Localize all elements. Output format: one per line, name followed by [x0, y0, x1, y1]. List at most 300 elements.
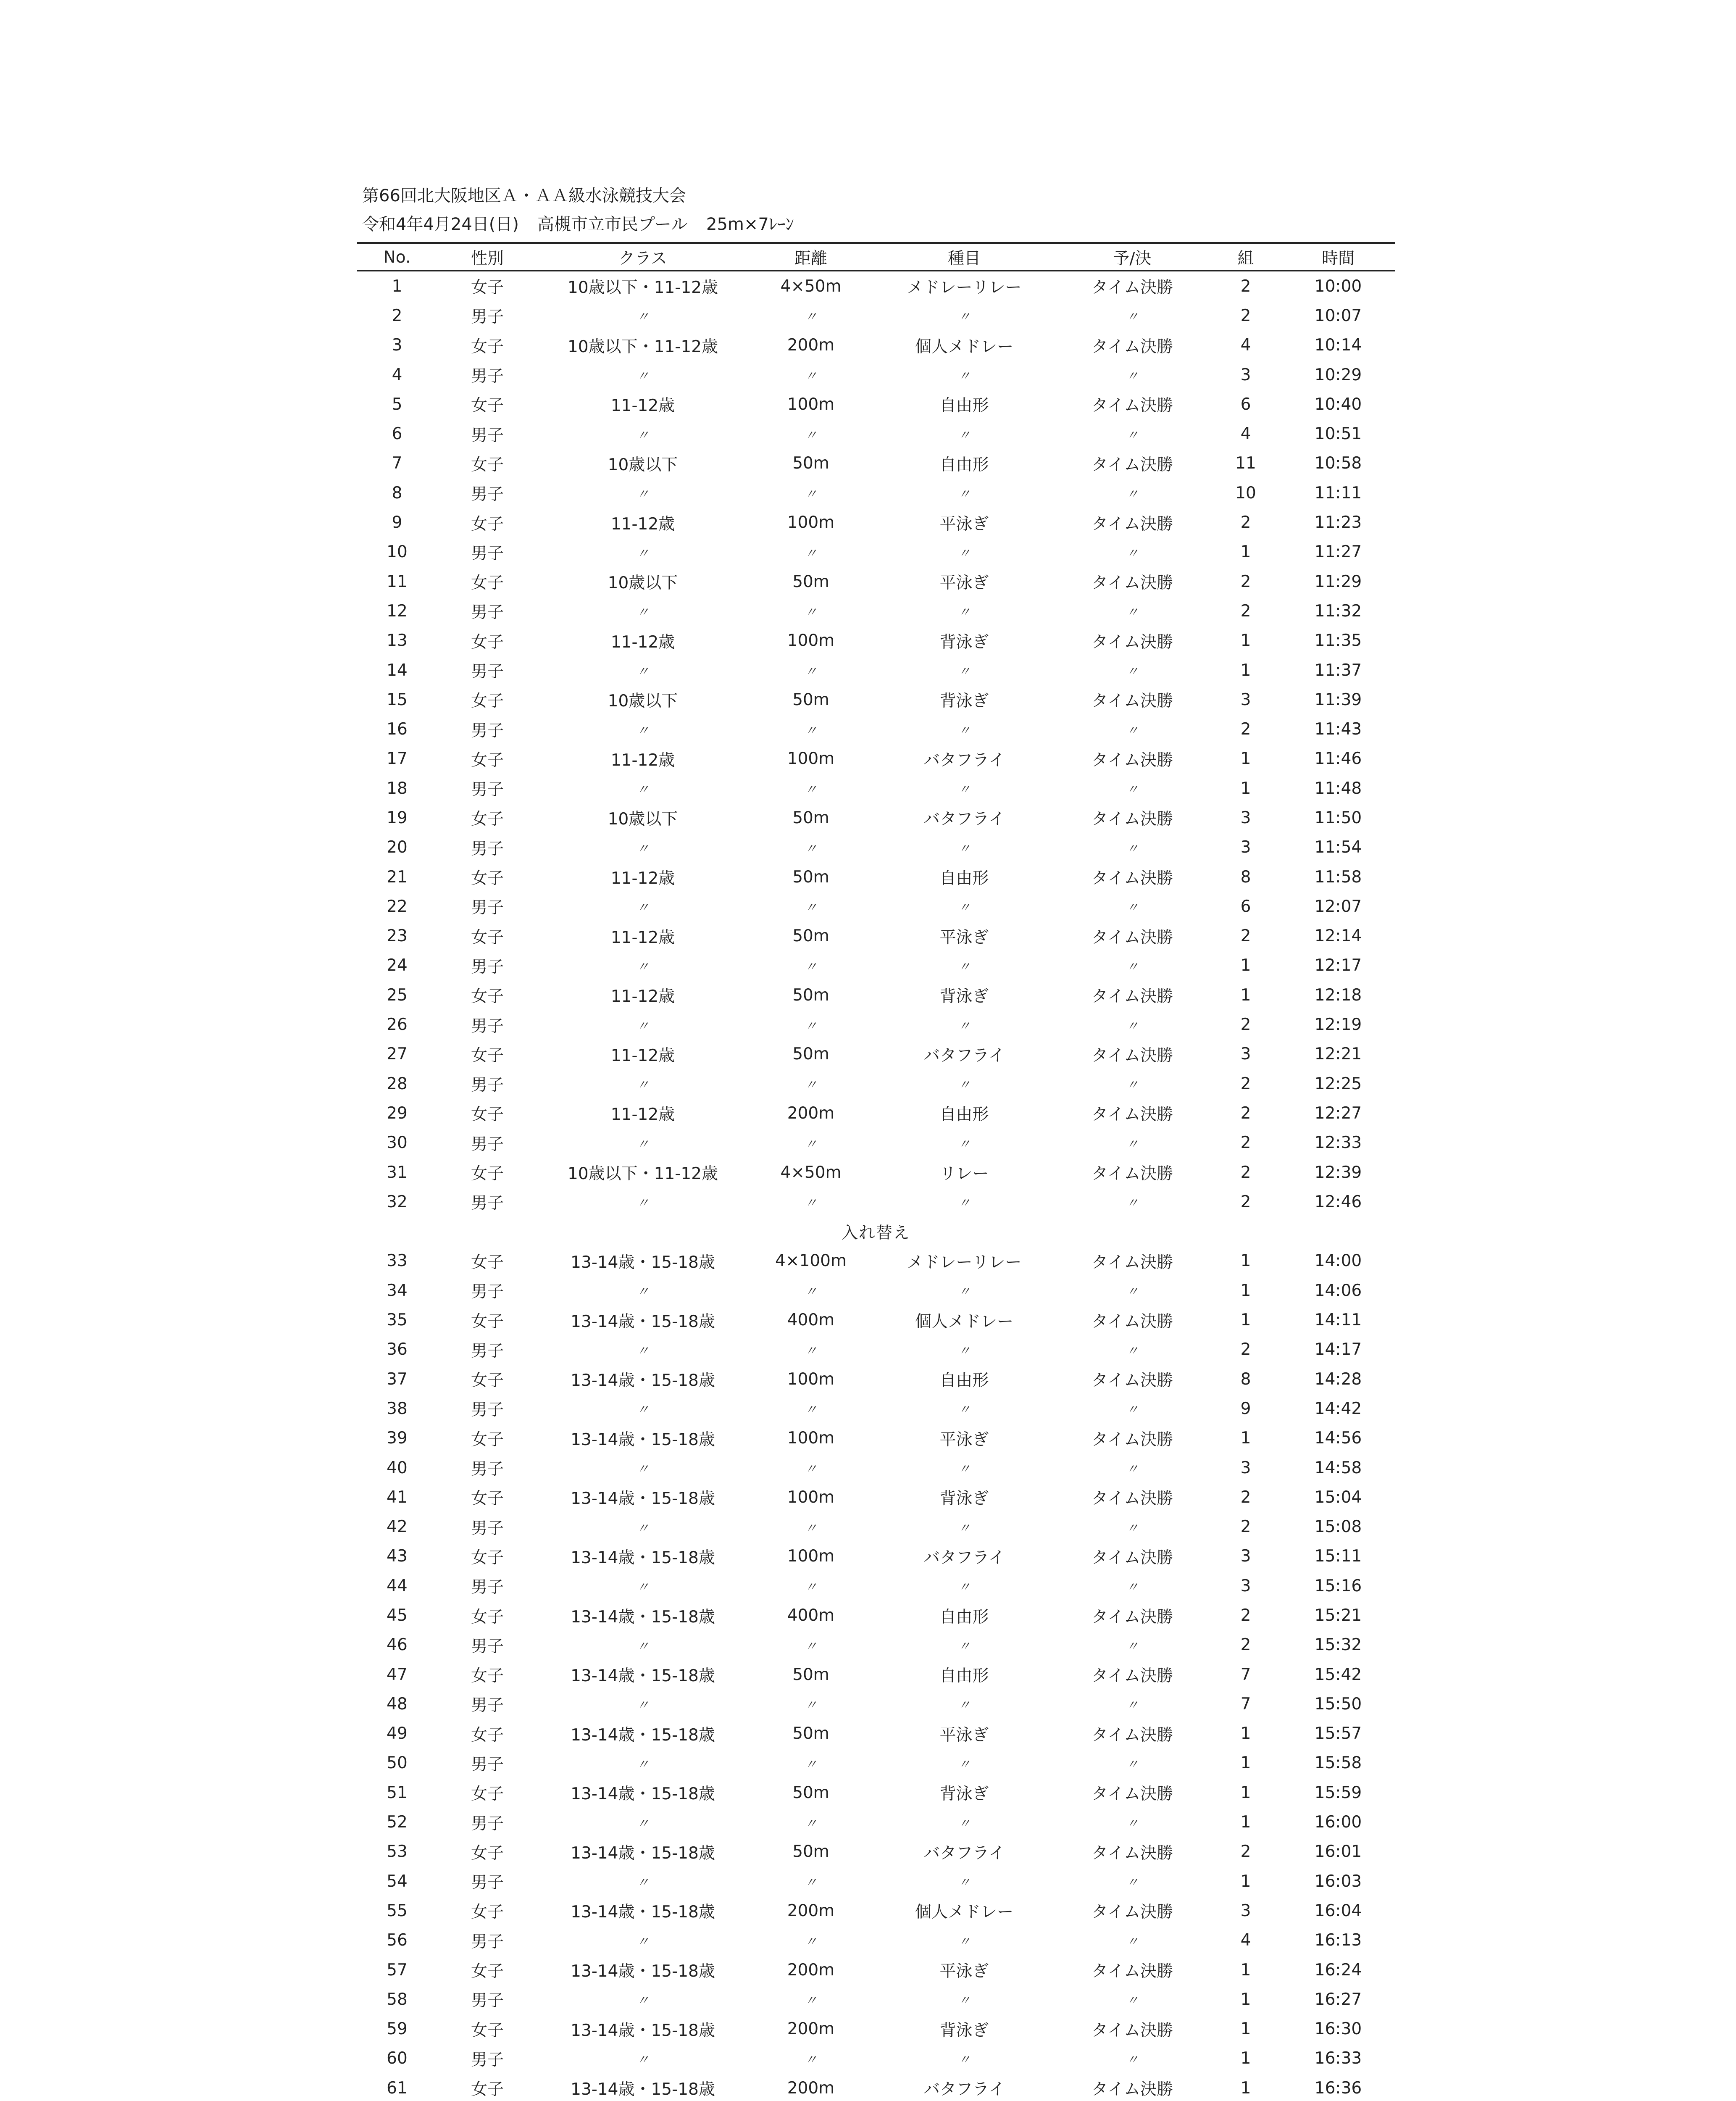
- cell-class: 13-14歳・15-18歳: [571, 1903, 715, 1922]
- cell-class: 〃: [637, 1521, 649, 1536]
- cell-event: 個人メドレー: [915, 337, 1013, 356]
- cell-heats: 3: [1240, 1458, 1251, 1477]
- cell-sex: 女子: [471, 1371, 504, 1390]
- cell-class: 10歳以下・11-12歳: [568, 278, 718, 298]
- cell-event: 自由形: [939, 396, 989, 416]
- cell-distance: 〃: [805, 1934, 817, 1949]
- cell-class: 〃: [637, 1875, 649, 1890]
- cell-class: 〃: [637, 428, 649, 443]
- cell-class: 〃: [637, 723, 649, 738]
- cell-class: 13-14歳・15-18歳: [571, 1253, 715, 1272]
- cell-event: 背泳ぎ: [939, 1785, 989, 1804]
- cell-no: 47: [387, 1665, 408, 1684]
- cell-no: 25: [387, 985, 408, 1005]
- cell-round: 〃: [1126, 428, 1139, 443]
- cell-no: 12: [387, 601, 408, 621]
- cell-heats: 2: [1240, 1517, 1251, 1537]
- cell-round: 〃: [1126, 723, 1139, 738]
- cell-event: バタフライ: [923, 1046, 1005, 1065]
- cell-distance: 100m: [787, 1488, 835, 1507]
- cell-time: 10:00: [1314, 276, 1362, 296]
- cell-event: 〃: [958, 1137, 971, 1152]
- cell-sex: 女子: [471, 1164, 504, 1184]
- cell-no: 56: [387, 1931, 408, 1950]
- cell-class: 11-12歳: [610, 1105, 675, 1124]
- cell-heats: 2: [1240, 306, 1251, 325]
- cell-no: 41: [387, 1488, 408, 1507]
- cell-no: 59: [387, 2019, 408, 2039]
- table-row: [357, 2014, 1395, 2044]
- cell-heats: 6: [1240, 897, 1251, 916]
- cell-sex: 男子: [471, 1194, 504, 1213]
- event-venue: 高槻市立市民プール: [537, 215, 688, 234]
- cell-distance: 50m: [792, 1724, 829, 1743]
- cell-time: 14:58: [1314, 1458, 1362, 1477]
- cell-round: 〃: [1126, 1875, 1139, 1890]
- cell-no: 43: [387, 1547, 408, 1566]
- cell-heats: 3: [1240, 690, 1251, 709]
- table-row: [357, 1867, 1395, 1896]
- col-header-time: 時間: [1281, 243, 1395, 271]
- cell-no: 3: [392, 336, 402, 355]
- cell-sex: 女子: [471, 2021, 504, 2040]
- cell-heats: 1: [1240, 2049, 1251, 2068]
- cell-distance: 〃: [805, 900, 817, 916]
- cell-distance: 4×50m: [780, 1163, 842, 1182]
- cell-sex: 男子: [471, 1135, 504, 1154]
- cell-round: タイム決勝: [1091, 1164, 1173, 1184]
- cell-event: 〃: [958, 1816, 971, 1831]
- table-row: [357, 1069, 1395, 1098]
- table-row: [357, 980, 1395, 1010]
- cell-sex: 男子: [471, 1401, 504, 1420]
- cell-class: 〃: [637, 959, 649, 974]
- cell-class: 13-14歳・15-18歳: [571, 1843, 715, 1863]
- cell-heats: 6: [1240, 395, 1251, 414]
- cell-time: 12:19: [1314, 1015, 1362, 1035]
- table-row: [357, 1571, 1395, 1601]
- cell-time: 14:42: [1314, 1399, 1362, 1418]
- cell-distance: 〃: [805, 664, 817, 679]
- cell-sex: 男子: [471, 1637, 504, 1656]
- cell-no: 29: [387, 1103, 408, 1123]
- cell-class: 〃: [637, 1078, 649, 1093]
- cell-event: 〃: [958, 782, 971, 798]
- cell-time: 12:27: [1314, 1103, 1362, 1123]
- cell-heats: 9: [1240, 1399, 1251, 1418]
- cell-time: 15:21: [1314, 1606, 1362, 1625]
- col-header-distance: 距離: [748, 243, 874, 271]
- cell-event: 平泳ぎ: [939, 1725, 989, 1745]
- cell-class: 11-12歳: [610, 750, 675, 770]
- cell-event: 背泳ぎ: [939, 987, 989, 1006]
- cell-event: 〃: [958, 1521, 971, 1536]
- cell-class: 13-14歳・15-18歳: [571, 1962, 715, 1981]
- table-row: [357, 508, 1395, 537]
- table-row: [357, 1807, 1395, 1837]
- table-row: [357, 1040, 1395, 1069]
- cell-distance: 200m: [787, 1103, 835, 1123]
- cell-class: 〃: [637, 664, 649, 679]
- table-row: [357, 1482, 1395, 1512]
- table-row: [357, 1335, 1395, 1364]
- cell-heats: 1: [1240, 1311, 1251, 1330]
- table-row: [357, 1512, 1395, 1541]
- cell-heats: 1: [1240, 779, 1251, 798]
- cell-time: 12:18: [1314, 985, 1362, 1005]
- cell-time: 10:29: [1314, 365, 1362, 384]
- cell-round: タイム決勝: [1091, 1843, 1173, 1863]
- table-row: [357, 1630, 1395, 1660]
- cell-round: タイム決勝: [1091, 1903, 1173, 1922]
- cell-distance: 50m: [792, 454, 829, 473]
- schedule-body-morning: [357, 271, 1395, 1217]
- cell-class: 〃: [637, 1137, 649, 1152]
- table-row: [357, 626, 1395, 656]
- cell-event: 〃: [958, 959, 971, 974]
- cell-sex: 女子: [471, 1667, 504, 1686]
- cell-heats: 2: [1240, 1635, 1251, 1655]
- cell-distance: 50m: [792, 985, 829, 1005]
- cell-time: 14:56: [1314, 1429, 1362, 1448]
- cell-round: 〃: [1126, 1343, 1139, 1359]
- cell-sex: 男子: [471, 2050, 504, 2069]
- cell-event: 〃: [958, 841, 971, 856]
- cell-heats: 4: [1240, 1931, 1251, 1950]
- cell-no: 17: [387, 749, 408, 769]
- cell-distance: 400m: [787, 1606, 835, 1625]
- table-row: [357, 1542, 1395, 1571]
- cell-class: 〃: [637, 1816, 649, 1831]
- cell-no: 61: [387, 2078, 408, 2098]
- cell-round: 〃: [1126, 1934, 1139, 1949]
- table-row: [357, 331, 1395, 360]
- cell-no: 37: [387, 1369, 408, 1389]
- cell-distance: 〃: [805, 605, 817, 620]
- cell-class: 10歳以下: [608, 692, 678, 711]
- cell-time: 12:14: [1314, 927, 1362, 946]
- cell-distance: 100m: [787, 513, 835, 532]
- cell-sex: 女子: [471, 928, 504, 947]
- cell-class: 〃: [637, 1019, 649, 1034]
- cell-heats: 2: [1240, 1074, 1251, 1093]
- cell-event: 自由形: [939, 1105, 989, 1124]
- cell-class: 10歳以下: [608, 810, 678, 829]
- cell-time: 15:08: [1314, 1517, 1362, 1537]
- cell-no: 13: [387, 631, 408, 650]
- cell-heats: 4: [1240, 336, 1251, 355]
- break-label: 入れ替え: [841, 1223, 910, 1243]
- cell-round: タイム決勝: [1091, 810, 1173, 829]
- cell-class: 〃: [637, 1993, 649, 2009]
- cell-sex: 男子: [471, 898, 504, 918]
- cell-no: 4: [392, 365, 402, 384]
- cell-round: タイム決勝: [1091, 1312, 1173, 1331]
- cell-event: 〃: [958, 546, 971, 561]
- cell-sex: 女子: [471, 632, 504, 652]
- cell-no: 51: [387, 1783, 408, 1802]
- pool-spec: 25m×7ﾚｰﾝ: [706, 215, 794, 234]
- cell-event: 〃: [958, 1875, 971, 1890]
- table-row: [357, 537, 1395, 567]
- cell-no: 7: [392, 454, 402, 473]
- cell-no: 19: [387, 808, 408, 827]
- cell-event: 〃: [958, 369, 971, 384]
- cell-sex: 男子: [471, 1076, 504, 1095]
- cell-distance: 50m: [792, 572, 829, 591]
- cell-heats: 10: [1235, 483, 1256, 503]
- cell-time: 10:07: [1314, 306, 1362, 325]
- cell-heats: 1: [1240, 1813, 1251, 1832]
- table-row: [357, 892, 1395, 921]
- cell-event: 自由形: [939, 455, 989, 474]
- cell-class: 〃: [637, 605, 649, 620]
- cell-time: 10:40: [1314, 395, 1362, 414]
- col-header-event: 種目: [874, 243, 1055, 271]
- cell-event: 〃: [958, 2052, 971, 2067]
- cell-no: 48: [387, 1694, 408, 1714]
- cell-sex: 男子: [471, 1696, 504, 1715]
- table-row: [357, 567, 1395, 596]
- cell-event: 自由形: [939, 869, 989, 888]
- table-row: [357, 714, 1395, 744]
- cell-round: タイム決勝: [1091, 2021, 1173, 2040]
- cell-time: 11:58: [1314, 867, 1362, 887]
- cell-distance: 〃: [805, 1019, 817, 1034]
- cell-sex: 女子: [471, 2080, 504, 2099]
- cell-event: 平泳ぎ: [939, 1430, 989, 1449]
- cell-class: 11-12歳: [610, 1046, 675, 1065]
- cell-heats: 2: [1240, 720, 1251, 739]
- cell-round: 〃: [1126, 310, 1139, 325]
- cell-no: 30: [387, 1133, 408, 1153]
- cell-sex: 男子: [471, 603, 504, 622]
- cell-time: 11:54: [1314, 838, 1362, 857]
- cell-event: 背泳ぎ: [939, 632, 989, 652]
- cell-event: 〃: [958, 1285, 971, 1300]
- cell-round: タイム決勝: [1091, 1371, 1173, 1390]
- cell-event: 〃: [958, 1462, 971, 1477]
- cell-heats: 2: [1240, 601, 1251, 621]
- cell-event: 個人メドレー: [915, 1903, 1013, 1922]
- cell-class: 13-14歳・15-18歳: [571, 1607, 715, 1627]
- cell-distance: 〃: [805, 1521, 817, 1536]
- table-row: [357, 419, 1395, 448]
- col-header-no: No.: [357, 243, 437, 271]
- cell-distance: 〃: [805, 310, 817, 325]
- cell-time: 15:42: [1314, 1665, 1362, 1684]
- cell-class: 〃: [637, 1462, 649, 1477]
- cell-sex: 男子: [471, 367, 504, 386]
- cell-sex: 男子: [471, 308, 504, 327]
- table-row: [357, 1689, 1395, 1719]
- cell-no: 6: [392, 424, 402, 444]
- cell-no: 28: [387, 1074, 408, 1093]
- cell-no: 14: [387, 661, 408, 680]
- table-row: [357, 1158, 1395, 1187]
- cell-distance: 200m: [787, 1901, 835, 1920]
- cell-class: 11-12歳: [610, 632, 675, 652]
- cell-time: 11:32: [1314, 601, 1362, 621]
- cell-heats: 1: [1240, 1960, 1251, 1980]
- cell-distance: 〃: [805, 1698, 817, 1713]
- cell-distance: 〃: [805, 1639, 817, 1654]
- cell-sex: 女子: [471, 278, 504, 298]
- cell-class: 10歳以下: [608, 455, 678, 474]
- cell-event: 〃: [958, 1580, 971, 1595]
- cell-sex: 男子: [471, 426, 504, 445]
- schedule-table: [357, 242, 1395, 2101]
- col-header-class: クラス: [538, 243, 748, 271]
- cell-time: 15:50: [1314, 1694, 1362, 1714]
- cell-heats: 2: [1240, 572, 1251, 591]
- cell-round: 〃: [1126, 1816, 1139, 1831]
- cell-time: 16:01: [1314, 1842, 1362, 1861]
- cell-class: 〃: [637, 1698, 649, 1713]
- cell-event: メドレーリレー: [907, 1253, 1022, 1272]
- table-row: [357, 1601, 1395, 1630]
- table-row: [357, 1187, 1395, 1216]
- cell-no: 10: [387, 542, 408, 562]
- cell-time: 16:24: [1314, 1960, 1362, 1980]
- table-row: [357, 1276, 1395, 1305]
- cell-class: 13-14歳・15-18歳: [571, 1312, 715, 1331]
- cell-heats: 3: [1240, 365, 1251, 384]
- cell-no: 20: [387, 838, 408, 857]
- cell-sex: 女子: [471, 1312, 504, 1331]
- cell-no: 11: [387, 572, 408, 591]
- cell-no: 52: [387, 1813, 408, 1832]
- page-title: 第66回北大阪地区Ａ・ＡＡ級水泳競技大会: [362, 186, 686, 205]
- cell-round: 〃: [1126, 1078, 1139, 1093]
- table-row: [357, 1128, 1395, 1158]
- cell-round: タイム決勝: [1091, 1253, 1173, 1272]
- cell-heats: 3: [1240, 1547, 1251, 1566]
- cell-round: タイム決勝: [1091, 1607, 1173, 1627]
- table-row: [357, 1364, 1395, 1394]
- cell-round: 〃: [1126, 959, 1139, 974]
- cell-no: 22: [387, 897, 408, 916]
- cell-class: 11-12歳: [610, 928, 675, 947]
- cell-round: 〃: [1126, 1019, 1139, 1034]
- cell-no: 27: [387, 1045, 408, 1064]
- cell-no: 9: [392, 513, 402, 532]
- cell-distance: 〃: [805, 1078, 817, 1093]
- cell-no: 60: [387, 2049, 408, 2068]
- table-row: [357, 1424, 1395, 1453]
- cell-round: 〃: [1126, 841, 1139, 856]
- cell-class: 13-14歳・15-18歳: [571, 1667, 715, 1686]
- cell-time: 12:33: [1314, 1133, 1362, 1153]
- table-row: [357, 656, 1395, 685]
- cell-class: 〃: [637, 1196, 649, 1211]
- cell-round: 〃: [1126, 1285, 1139, 1300]
- table-row: [357, 862, 1395, 892]
- cell-class: 〃: [637, 310, 649, 325]
- cell-round: タイム決勝: [1091, 750, 1173, 770]
- cell-distance: 〃: [805, 1993, 817, 2009]
- cell-round: タイム決勝: [1091, 1548, 1173, 1567]
- event-date: 令和4年4月24日(日): [362, 215, 519, 234]
- cell-no: 8: [392, 483, 402, 503]
- cell-class: 10歳以下・11-12歳: [568, 337, 718, 356]
- cell-event: 平泳ぎ: [939, 1962, 989, 1981]
- cell-event: 背泳ぎ: [939, 2021, 989, 2040]
- table-row: [357, 833, 1395, 862]
- cell-round: 〃: [1126, 664, 1139, 679]
- cell-sex: 男子: [471, 544, 504, 563]
- cell-class: 〃: [637, 1580, 649, 1595]
- table-row: [357, 1896, 1395, 1925]
- cell-distance: 50m: [792, 867, 829, 887]
- cell-no: 53: [387, 1842, 408, 1861]
- cell-distance: 400m: [787, 1311, 835, 1330]
- cell-time: 12:25: [1314, 1074, 1362, 1093]
- cell-sex: 女子: [471, 1548, 504, 1567]
- cell-heats: 2: [1240, 1606, 1251, 1625]
- cell-no: 36: [387, 1340, 408, 1359]
- cell-heats: 2: [1240, 276, 1251, 296]
- cell-round: タイム決勝: [1091, 692, 1173, 711]
- cell-round: タイム決勝: [1091, 455, 1173, 474]
- cell-event: 自由形: [939, 1667, 989, 1686]
- cell-event: 〃: [958, 605, 971, 620]
- cell-time: 11:48: [1314, 779, 1362, 798]
- cell-distance: 〃: [805, 369, 817, 384]
- table-row: [357, 1305, 1395, 1335]
- cell-round: 〃: [1126, 1698, 1139, 1713]
- cell-round: タイム決勝: [1091, 987, 1173, 1006]
- cell-round: 〃: [1126, 1580, 1139, 1595]
- cell-sex: 女子: [471, 337, 504, 356]
- cell-class: 〃: [637, 1757, 649, 1772]
- cell-event: 〃: [958, 1934, 971, 1949]
- cell-sex: 男子: [471, 1932, 504, 1951]
- cell-heats: 7: [1240, 1694, 1251, 1714]
- cell-sex: 女子: [471, 1785, 504, 1804]
- cell-no: 1: [392, 276, 402, 296]
- cell-round: 〃: [1126, 1403, 1139, 1418]
- cell-distance: 〃: [805, 723, 817, 738]
- cell-distance: 〃: [805, 959, 817, 974]
- cell-distance: 50m: [792, 690, 829, 709]
- cell-heats: 1: [1240, 749, 1251, 769]
- cell-heats: 3: [1240, 838, 1251, 857]
- cell-event: 個人メドレー: [915, 1312, 1013, 1331]
- cell-heats: 7: [1240, 1665, 1251, 1684]
- cell-time: 11:46: [1314, 749, 1362, 769]
- cell-time: 11:27: [1314, 542, 1362, 562]
- cell-sex: 男子: [471, 1991, 504, 2011]
- cell-time: 10:51: [1314, 424, 1362, 444]
- cell-time: 14:11: [1314, 1311, 1362, 1330]
- col-header-heats: 組: [1210, 243, 1281, 271]
- table-row: [357, 2073, 1395, 2101]
- cell-no: 44: [387, 1576, 408, 1595]
- cell-class: 10歳以下・11-12歳: [568, 1164, 718, 1184]
- cell-sex: 男子: [471, 1519, 504, 1538]
- table-row: [357, 1955, 1395, 1985]
- cell-round: 〃: [1126, 2052, 1139, 2067]
- cell-time: 16:00: [1314, 1813, 1362, 1832]
- cell-time: 12:39: [1314, 1163, 1362, 1182]
- cell-heats: 3: [1240, 1901, 1251, 1920]
- cell-heats: 1: [1240, 1990, 1251, 2009]
- cell-distance: 〃: [805, 1196, 817, 1211]
- cell-heats: 2: [1240, 1133, 1251, 1153]
- cell-time: 15:59: [1314, 1783, 1362, 1802]
- cell-sex: 男子: [471, 721, 504, 740]
